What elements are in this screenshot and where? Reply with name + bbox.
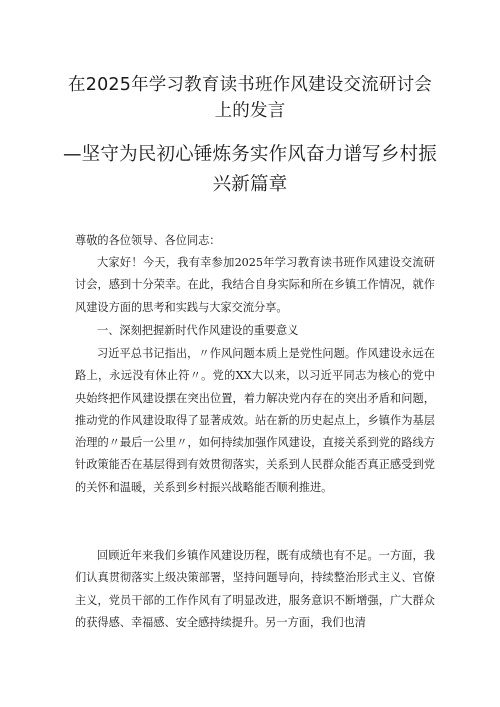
paragraph-intro: 大家好！今天，我有幸参加2025年学习教育读书班作风建设交流研讨会，感到十分荣幸。在此，我结合自身实际和所在乡镇工作情况，就作风建设方面的思考和实践与大家交流分享。 [75, 256, 435, 314]
paragraph-section-1: 习近平总书记指出，〃作风问题本质上是党性问题。作风建设永远在路上，永远没有休止符〃。党的XX大以来，以习近平同志为核心的党中央始终把作风建设摆在突出位置，着力解决党内存在的突出矛盾和问题，推动党的作风建设取得了显著成效。站在新的历史起点上，乡镇作为基层治理的〃最后一公里〃，如何持续加强作风建设，直接关系到党的路线方针政策能否在基层得到有效贯彻落实，关系到人民群众能否真正感受到党的关怀和温暖，关系到乡村振兴战略能否顺利推进。 [75, 347, 435, 494]
section-heading-1: 一、深刻把握新时代作风建设的重要意义 [97, 324, 299, 337]
document-subtitle: —坚守为民初心锤炼务实作风奋力谱写乡村振兴新篇章 [62, 144, 437, 195]
document-title: 在2025年学习教育读书班作风建设交流研讨会上的发言 [68, 75, 432, 121]
paragraph-review: 回顾近年来我们乡镇作风建设历程，既有成绩也有不足。一方面，我们认真贯彻落实上级决策部署，坚持问题导向，持续整治形式主义、官僚主义，党员干部的工作作风有了明显改进，服务意识不断增强，广大群众的获得感、幸福感、安全感持续提升。另一方面，我们也清 [75, 549, 435, 629]
salutation: 尊敬的各位领导、各位同志： [75, 234, 221, 247]
